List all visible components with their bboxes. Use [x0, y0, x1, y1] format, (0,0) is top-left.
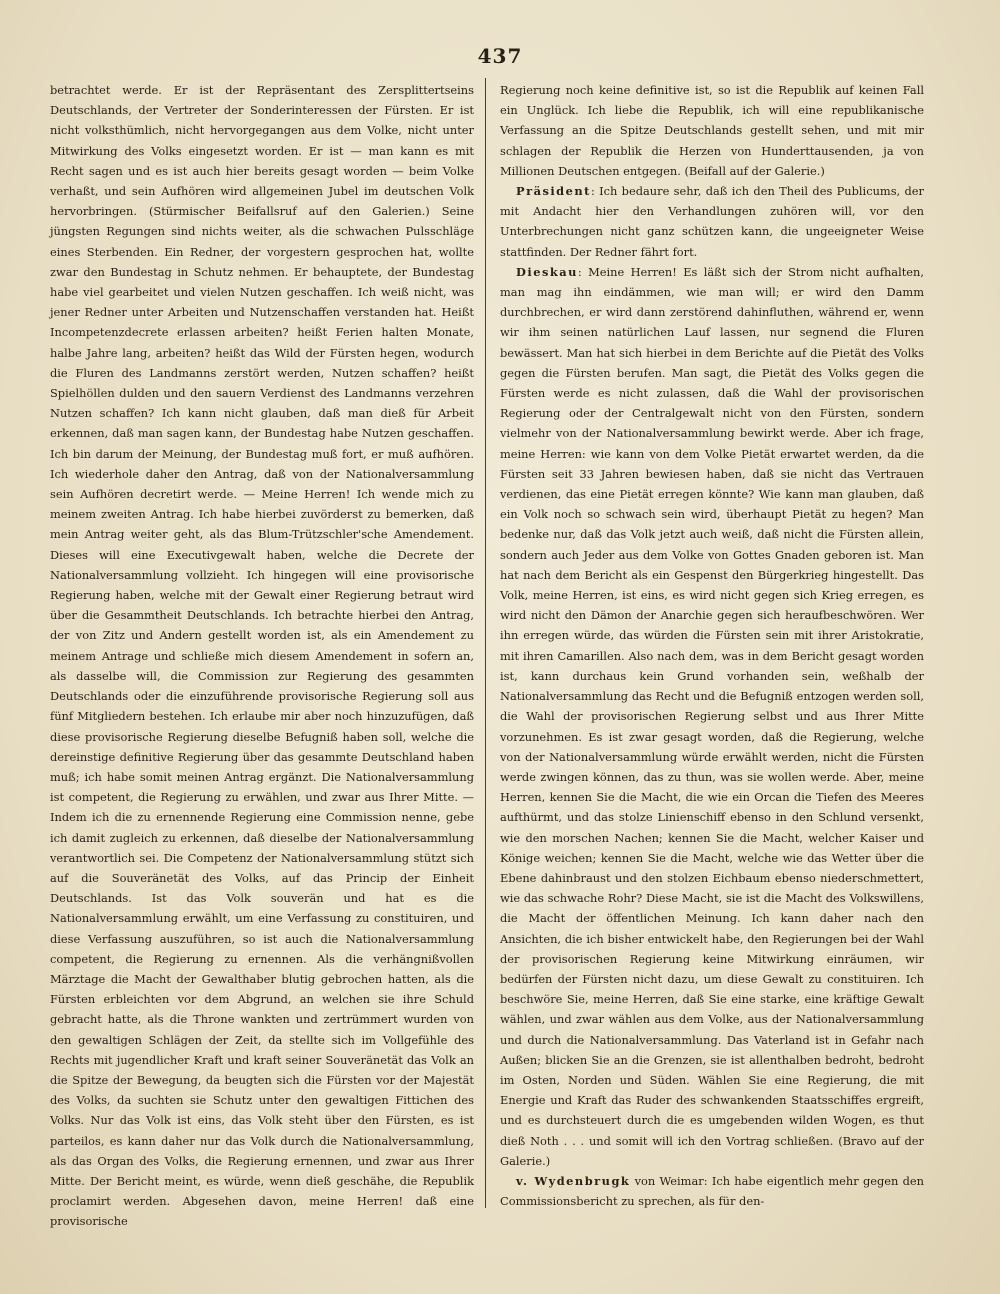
paragraph-praesident: [500, 181, 924, 262]
paragraph-text: : Ich bedaure sehr, daß ich den Theil des Publicums, der mit Andacht hier den Verhandlungen zuhören will, vor den Unterbrechungen nicht ganz schützen kann, die ungeeigneter Weise stattfinden. Der Redner fährt fort.: [500, 184, 924, 259]
left-column-text: betrachtet werde. Er ist der Repräsentant des Zersplittertseins Deutschlands, der Vertreter der Sonderinteressen der Fürsten. Er ist nicht volksthümlich, nicht hervorgegangen aus dem Volke, nicht unter Mitwirkung des Volks eingesetzt worden. Er ist — man kann es mit Recht sagen und es ist auch hier bereits gesagt worden — beim Volke verhaßt, und sein Aufhören wird allgemeinen Jubel im deutschen Volk hervorbringen. (Stürmischer Beifallsruf auf den Galerien.) Seine jüngsten Regungen sind nichts weiter, als die schwachen Pulsschläge eines Sterbenden. Ein Redner, der vorgestern gesprochen hat, wollte zwar den Bundestag in Schutz nehmen. Er behauptete, der Bundestag habe viel gearbeitet und vielen Nutzen geschaffen. Ich weiß nicht, was jener Redner unter Arbeiten und Nutzenschaffen verstanden hat. Heißt Incompetenzdecrete erlassen arbeiten? heißt Ferien halten Monate, halbe Jahre lang, arbeiten? heißt das Wild der Fürsten hegen, wodurch die Fluren des Landmanns zerstört werden, Nutzen schaffen? heißt Spielhöllen dulden und den sauern Verdienst des Landmanns verzehren Nutzen schaffen? Ich kann nicht glauben, daß man dieß für Arbeit erkennen, daß man sagen kann, der Bundestag habe Nutzen geschaffen. Ich bin darum der Meinung, der Bundestag muß fort, er muß aufhören. Ich wiederhole daher den Antrag, daß von der Nationalversammlung sein Aufhören decretirt werde. — Meine Herren! Ich wende mich zu meinem zweiten Antrag. Ich habe hierbei zuvörderst zu bemerken, daß mein Antrag weiter geht, als das Blum-Trützschler'sche Amendement. Dieses will eine Executivgewalt haben, welche die Decrete der Nationalversammlung vollzieht. Ich hingegen will eine provisorische Regierung haben, welche mit der Gewalt einer Regierung betraut wird über die Gesammtheit Deutschlands. Ich betrachte hierbei den Antrag, der von Zitz und Andern gestellt worden ist, als ein Amendement zu meinem Antrage und schließe mich diesem Amendement in sofern an, als dasselbe will, die Commission zur Regierung des gesammten Deutschlands oder die einzuführende provisorische Regierung soll aus fünf Mitgliedern bestehen. Ich erlaube mir aber noch hinzuzufügen, daß diese provisorische Regierung dieselbe Befugniß haben soll, welche die dereinstige definitive Regierung über das gesammte Deutschland haben muß; ich habe somit meinen Antrag ergänzt. Die Nationalversammlung ist competent, die Regierung zu erwählen, und zwar aus Ihrer Mitte. — Indem ich die zu ernennende Regierung eine Commission nenne, gebe ich damit zugleich zu erkennen, daß dieselbe der Nationalversammlung verantwortlich sei. Die Competenz der Nationalversammlung stützt sich auf die Souveränetät des Volks, auf das Princip der Einheit Deutschlands. Ist das Volk souverän und hat es die Nationalversammlung erwählt, um eine Verfassung zu constituiren, und diese Verfassung auszuführen, so ist auch die Nationalversammlung competent, die Regierung zu ernennen. Als die verhängnißvollen Märztage die Macht der Gewalthaber blutig gebrochen hatten, als die Fürsten erbleichten vor dem Abgrund, an welchen sie ihre Schuld gebracht hatte, als die Throne wankten und zertrümmert wurden von den gewaltigen Schlägen der Zeit, da stellte sich im Vollgefühle des Rechts mit jugendlicher Kraft und kraft seiner Souveränetät das Volk an die Spitze der Bewegung, da beugten sich die Fürsten vor der Majestät des Volks, da suchten sie Schutz unter den gewaltigen Fittichen des Volks. Nur das Volk ist eins, das Volk steht über den Fürsten, es ist parteilos, es kann daher nur das Volk durch die Nationalversammlung, als das Organ des Volks, die Regierung ernennen, und zwar aus Ihrer Mitte. Der Bericht meint, es würde, wenn dieß geschähe, die Republik proclamirt werden. Abgesehen davon, meine Herren! daß eine provisorische: [50, 83, 474, 1229]
page-number: 437: [477, 44, 523, 68]
paragraph-text: von Weimar: Ich habe eigentlich mehr gegen den Commissionsbericht zu sprechen, als für den-: [500, 1173, 924, 1209]
speaker-name: v. Wydenbrugk: [516, 1173, 631, 1188]
speaker-name: Präsident: [516, 184, 591, 199]
paragraph-text: : Meine Herren! Es läßt sich der Strom nicht aufhalten, man mag ihn eindämmen, wie man will; er wird den Damm durchbrechen, er wird dann zerstörend dahinfluthen, während er, wenn wir ihm seinen natürlichen Lauf lassen, nur segnend die Fluren bewässert. Man hat sich hierbei in dem Berichte auf die Pietät des Volks gegen die Fürsten berufen. Man sagt, die Pietät des Volks gegen die Fürsten werde es nicht zulassen, daß die Wahl der provisorischen Regierung oder der Centralgewalt nicht von den Fürsten, sondern vielmehr von der Nationalversammlung bewirkt werde. Aber ich frage, meine Herren: wie kann von dem Volke Pietät erwartet werden, da die Fürsten seit 33 Jahren bewiesen haben, daß sie nicht das Vertrauen verdienen, das eine Pietät erregen könnte? Wie kann man glauben, daß ein Volk noch so schwach sein wird, überhaupt Pietät zu hegen? Man bedenke nur, daß das Volk jetzt auch weiß, daß nicht die Fürsten allein, sondern auch Jeder aus dem Volke von Gottes Gnaden geboren ist. Man hat nach dem Bericht als ein Gespenst den Bürgerkrieg hingestellt. Das Volk, meine Herren, ist eins, es wird nicht gegen sich Krieg erregen, es wird nicht den Dämon der Anarchie gegen sich heraufbeschwören. Wer ihn erregen würde, das würden die Fürsten sein mit ihrer Aristokratie, mit ihren Camarillen. Also nach dem, was in dem Bericht gesagt worden ist, kann durchaus kein Grund vorhanden sein, weßhalb der Nationalversammlung das Recht und die Befugniß entzogen werden soll, die Wahl der provisorischen Regierung selbst und aus Ihrer Mitte vorzunehmen. Es ist zwar gesagt worden, daß die Regierung, welche von der Nationalversammlung würde erwählt werden, nicht die Fürsten werde zwingen können, das zu thun, was sie wollen werde. Aber, meine Herren, kennen Sie die Macht, die wie ein Orcan die Tiefen des Meeres aufthürmt, und das stolze Linienschiff ebenso in den Schlund versenkt, wie den morschen Nachen; kennen Sie die Macht, welcher Kaiser und Könige weichen; kennen Sie die Macht, welche wie das Wetter über die Ebene dahinbraust und den stolzen Eichbaum ebenso niederschmettert, wie das schwache Rohr? Diese Macht, sie ist die Macht des Volkswillens, die Macht der öffentlichen Meinung. Ich kann daher nach den Ansichten, die ich bisher entwickelt habe, den Regierungen bei der Wahl der provisorischen Regierung keine Mitwirkung einräumen, wir bedürfen der Fürsten nicht dazu, um diese Gewalt zu constituiren. Ich beschwöre Sie, meine Herren, daß Sie eine starke, eine kräftige Gewalt wählen, und zwar wählen aus dem Volke, aus der Nationalversammlung und durch die Nationalversammlung. Das Vaterland ist in Gefahr nach Außen; blicken Sie an die Grenzen, sie ist allenthalben bedroht, bedroht im Osten, Norden und Süden. Wählen Sie eine Regierung, die mit Energie und Kraft das Ruder des schwankenden Staatsschiffes ergreift, und es durchsteuert durch die es umgebenden wilden Wogen, es thut dieß Noth . . . und somit will ich den Vortrag schließen. (Bravo auf der Galerie.): [500, 264, 924, 1168]
right-column: [500, 80, 924, 1211]
column-divider: [485, 78, 486, 1208]
paragraph-dieskau: [500, 262, 924, 1171]
left-column: [50, 80, 474, 1232]
paragraph-continuation: [500, 80, 924, 181]
paragraph-wydenbrugk: [500, 1171, 924, 1211]
paragraph-text: Regierung noch keine definitive ist, so ist die Republik auf keinen Fall ein Unglück. Ich liebe die Republik, ich will eine republikanische Verfassung an die Spitze Deutschlands gestellt sehen, und mit mir schlagen der Republik die Herzen von Hunderttausenden, ja von Millionen Deutschen entgegen. (Beifall auf der Galerie.): [500, 83, 924, 178]
speaker-name: Dieskau: [516, 264, 578, 279]
